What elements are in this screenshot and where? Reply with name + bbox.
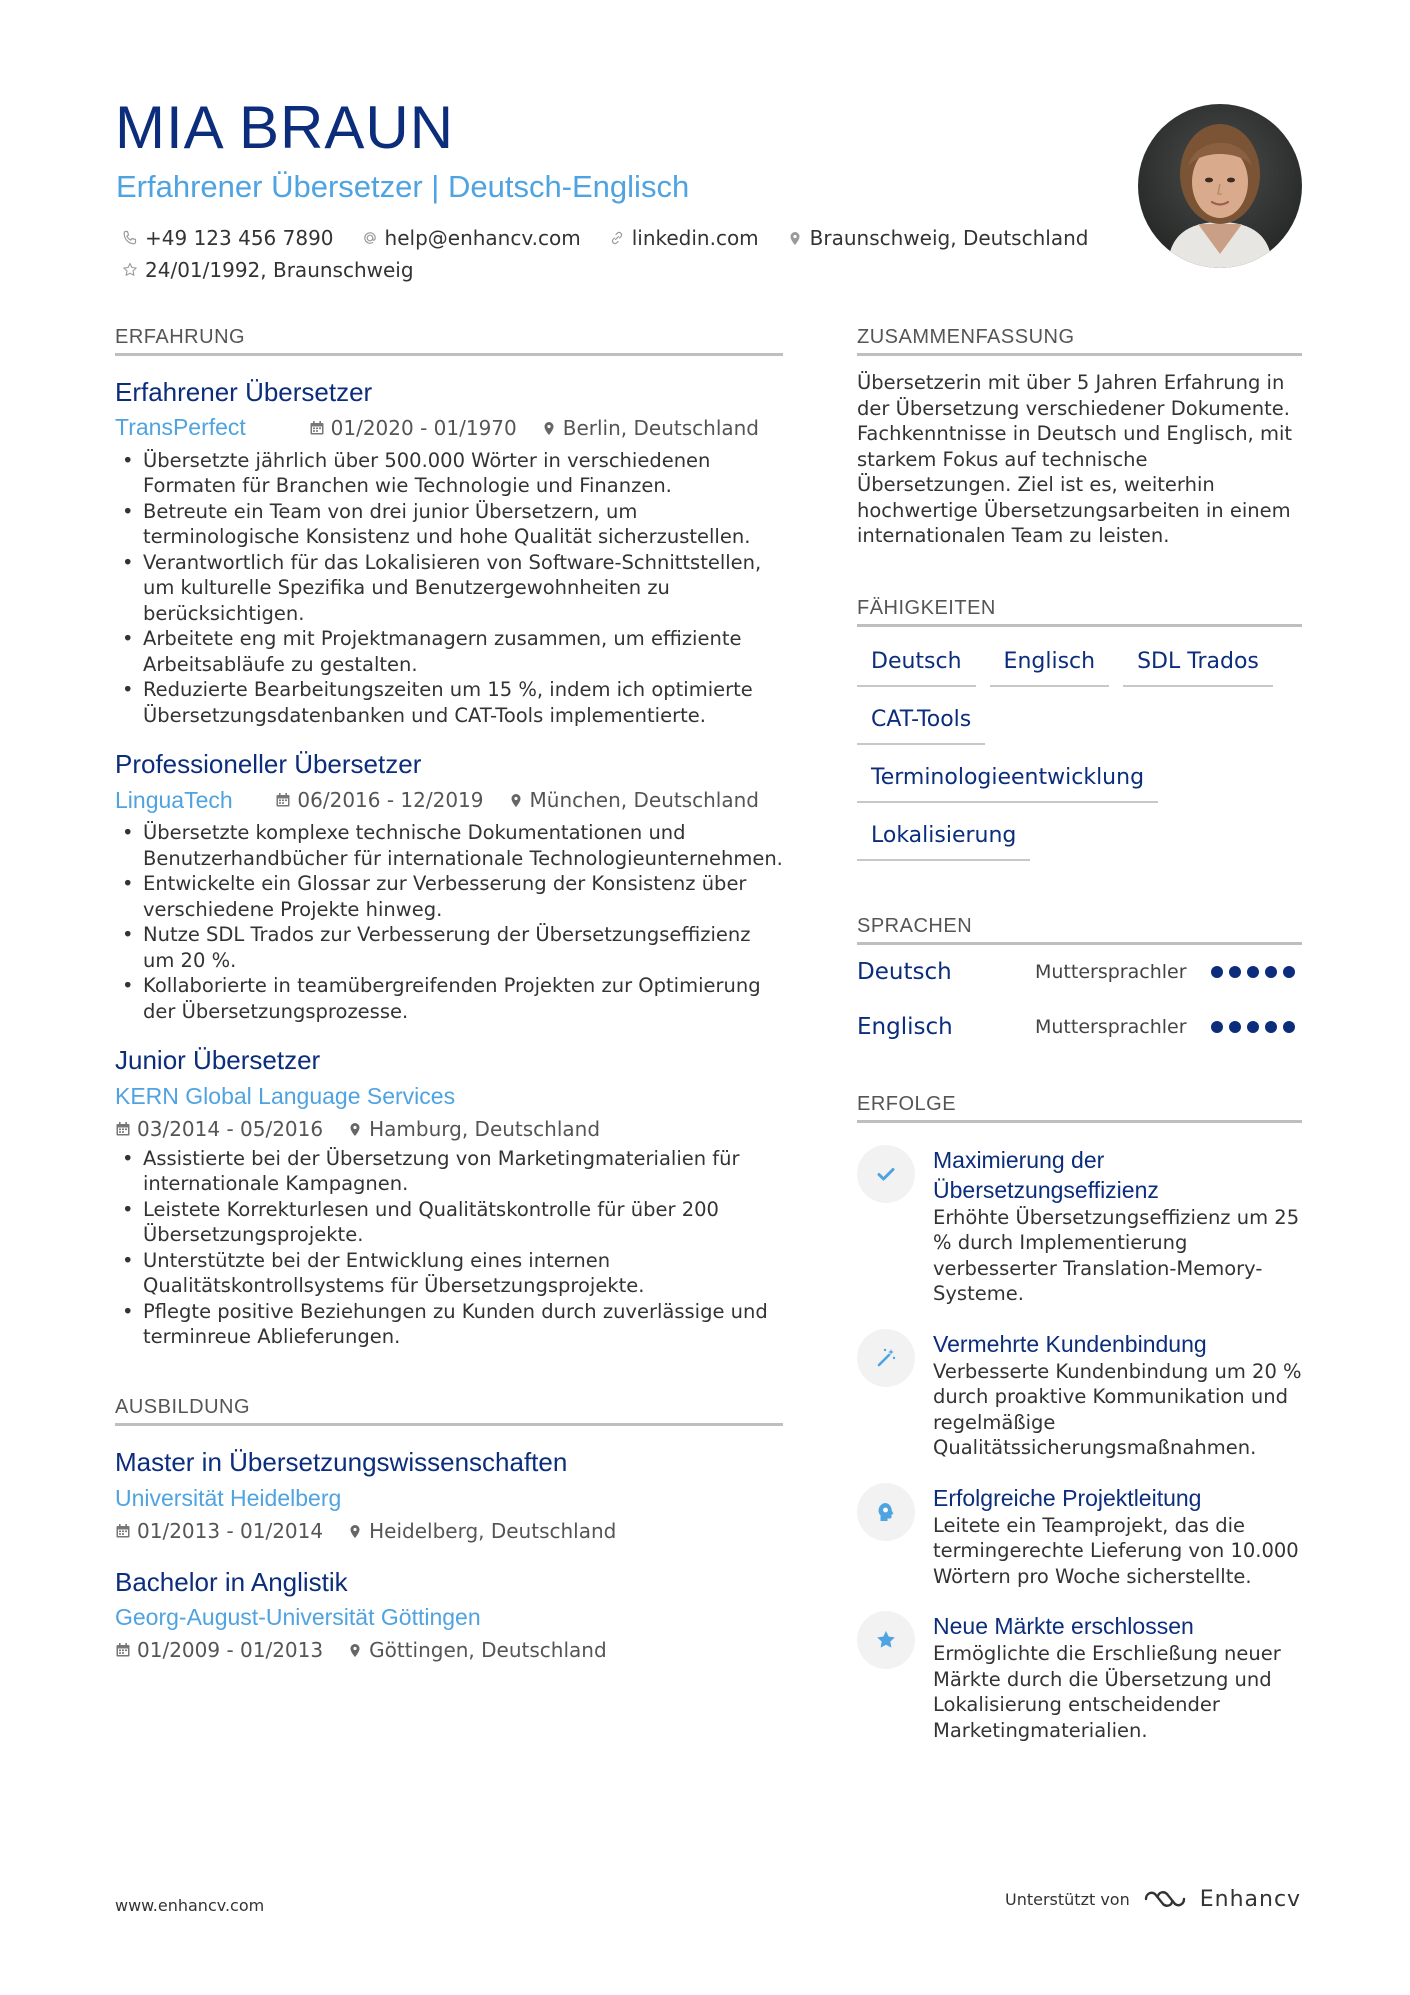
degree-title: Master in Übersetzungswissenschaften (115, 1446, 568, 1477)
job-dates (115, 1117, 323, 1141)
contact-phone (122, 226, 334, 250)
achievement-item (857, 1329, 1302, 1461)
achievement-title: Erfolgreiche Projektleitung (933, 1484, 1202, 1511)
bullet: • Arbeitete eng mit Projektmanagern zusammen, um effiziente Arbeitsabläufe zu gestalten. (115, 626, 783, 677)
language-name: Englisch (857, 1014, 953, 1040)
job-entry (115, 748, 783, 1024)
rating-dot (1283, 1021, 1295, 1033)
footer-branding (1005, 1886, 1301, 1912)
rating-dot (1265, 1021, 1277, 1033)
star-outline-icon (122, 262, 138, 278)
calendar-icon (115, 1642, 131, 1658)
job-company: KERN Global Language Services (115, 1082, 456, 1109)
job-bullets (115, 820, 783, 1024)
bullet: • Entwickelte ein Glossar zur Verbesserung der Konsistenz über verschiedene Projekte hinweg. (115, 871, 783, 922)
language-rating (1211, 966, 1295, 978)
job-title: Erfahrener Übersetzer (115, 377, 373, 407)
achievement-item (857, 1483, 1302, 1590)
bullet: • Übersetzte komplexe technische Dokumentationen und Benutzerhandbücher für internationale Technologieunternehmen. (115, 820, 783, 871)
education-dates-text: 01/2013 - 01/2014 (137, 1518, 324, 1543)
bullet: • Pflegte positive Beziehungen zu Kunden durch zuverlässige und terminreue Ablieferungen. (115, 1299, 783, 1350)
rating-dot (1265, 966, 1277, 978)
achievement-icon (857, 1611, 915, 1669)
skill-tag: Lokalisierung (857, 817, 1030, 861)
language-level: Muttersprachler (1035, 961, 1187, 983)
job-dates-text: 03/2014 - 05/2016 (137, 1116, 324, 1141)
candidate-headline: Erfahrener Übersetzer | Deutsch-Englisch (116, 169, 690, 204)
contact-location (787, 226, 1089, 250)
linkedin-text: linkedin.com (631, 226, 759, 250)
job-dates (275, 788, 483, 812)
job-location-text: Berlin, Deutschland (562, 415, 759, 440)
education-location (347, 1638, 607, 1662)
achievement-title: Maximierung der Übersetzungseffizienz (933, 1146, 1159, 1203)
section-title-skills: FÄHIGKEITEN (857, 597, 1302, 627)
rating-dot (1211, 1021, 1223, 1033)
skill-tag: SDL Trados (1123, 643, 1273, 687)
achievement-icon (857, 1329, 915, 1387)
enhancv-logo-icon (1142, 1886, 1188, 1912)
education-entry (115, 1566, 783, 1666)
section-title-education: AUSBILDUNG (115, 1396, 783, 1426)
powered-by-label: Unterstützt von (1005, 1889, 1130, 1909)
language-rating (1211, 1021, 1295, 1033)
job-company: TransPerfect (115, 414, 246, 441)
head-idea-icon (875, 1501, 897, 1523)
calendar-icon (275, 792, 291, 808)
achievements-list (857, 1145, 1302, 1744)
education-dates-text: 01/2009 - 01/2013 (137, 1638, 324, 1663)
bullet: • Assistierte bei der Übersetzung von Marketingmaterialien für internationale Kampagnen. (115, 1146, 783, 1197)
rating-dot (1229, 966, 1241, 978)
rating-dot (1247, 1021, 1259, 1033)
job-bullets (115, 1146, 783, 1350)
achievement-item (857, 1145, 1302, 1307)
rating-dot (1283, 966, 1295, 978)
language-row (857, 1000, 1302, 1055)
achievement-description: Erhöhte Übersetzungseffizienz um 25 % durch Implementierung verbesserter Translation-Memory-Systeme. (933, 1205, 1300, 1305)
candidate-name: MIA BRAUN (115, 94, 455, 161)
rating-dot (1247, 966, 1259, 978)
bullet: • Übersetzte jährlich über 500.000 Wörter in verschiedenen Formaten für Branchen wie Technologie und Finanzen. (115, 448, 783, 499)
job-location-text: Hamburg, Deutschland (369, 1116, 601, 1141)
birth-text: 24/01/1992, Braunschweig (145, 258, 414, 282)
achievement-description: Leitete ein Teamprojekt, das die termingerechte Lieferung von 10.000 Wörtern pro Woche sicherstellte. (933, 1513, 1299, 1588)
section-title-languages: SPRACHEN (857, 915, 1302, 945)
school-name: Universität Heidelberg (115, 1484, 342, 1511)
phone-text: +49 123 456 7890 (145, 226, 334, 250)
location-pin-icon (347, 1642, 363, 1658)
skill-tag: Terminologieentwicklung (857, 759, 1158, 803)
education-meta (115, 1635, 783, 1665)
achievement-item (857, 1611, 1302, 1743)
education-meta (115, 1516, 783, 1546)
language-name: Deutsch (857, 959, 952, 985)
calendar-icon (115, 1121, 131, 1137)
bullet: • Leistete Korrekturlesen und Qualitätskontrolle für über 200 Übersetzungsprojekte. (115, 1197, 783, 1248)
location-pin-icon (541, 420, 557, 436)
bullet: • Kollaborierte in teamübergreifenden Projekten zur Optimierung der Übersetzungsprozesse. (115, 973, 783, 1024)
job-dates-text: 06/2016 - 12/2019 (297, 788, 484, 813)
check-icon (875, 1163, 897, 1185)
link-icon (609, 230, 625, 246)
achievement-description: Ermöglichte die Erschließung neuer Märkte durch die Übersetzung und Lokalisierung entscheidender Marketingmaterialien. (933, 1642, 1281, 1742)
education-entry (115, 1446, 783, 1546)
bullet: • Unterstützte bei der Entwicklung eines internen Qualitätskontrollsystems für Übersetzungsprojekte. (115, 1248, 783, 1299)
section-title-achievements: ERFOLGE (857, 1093, 1302, 1123)
avatar (1138, 104, 1302, 268)
skills-list (857, 643, 1302, 861)
summary-text: Übersetzerin mit über 5 Jahren Erfahrung in der Übersetzung verschiedener Dokumente. Fachkenntnisse in Deutsch und Englisch, mit starkem Fokus auf technische Übersetzungen. Ziel ist es, weiterhin hochwertige Übersetzungsarbeiten in einem internationalen Team zu leisten. (857, 371, 1293, 547)
contact-info (122, 222, 1089, 286)
school-name: Georg-August-Universität Göttingen (115, 1604, 481, 1631)
brand-name: Enhancv (1199, 1886, 1302, 1912)
degree-title: Bachelor in Anglistik (115, 1566, 348, 1597)
job-title: Professioneller Übersetzer (115, 749, 422, 780)
calendar-icon (309, 420, 325, 436)
location-text: Braunschweig, Deutschland (809, 226, 1089, 250)
experience-list (115, 376, 783, 1350)
education-location-text: Heidelberg, Deutschland (369, 1518, 617, 1543)
job-entry (115, 376, 783, 728)
bullet: • Nutze SDL Trados zur Verbesserung der Übersetzungseffizienz um 20 %. (115, 922, 783, 973)
job-meta (115, 782, 783, 818)
job-dates (309, 416, 517, 440)
job-title: Junior Übersetzer (115, 1045, 321, 1076)
languages-list (857, 945, 1302, 1055)
contact-birth (122, 258, 414, 282)
bullet: • Betreute ein Team von drei junior Übersetzern, um terminologische Konsistenz und hohe Qualität sicherzustellen. (115, 499, 783, 550)
footer-website[interactable]: www.enhancv.com (115, 1896, 265, 1915)
location-pin-icon (787, 230, 803, 246)
skill-tag: CAT-Tools (857, 701, 985, 745)
achievement-title: Neue Märkte erschlossen (933, 1613, 1194, 1639)
job-location (508, 788, 759, 812)
education-dates (115, 1519, 323, 1543)
job-entry (115, 1044, 783, 1350)
job-company: LinguaTech (115, 786, 233, 813)
achievement-description: Verbesserte Kundenbindung um 20 % durch proaktive Kommunikation und regelmäßige Qualitätssicherungsmaßnahmen. (933, 1359, 1302, 1459)
left-column (115, 326, 783, 1665)
job-meta (115, 410, 783, 446)
section-title-experience: ERFAHRUNG (115, 326, 783, 356)
location-pin-icon (508, 792, 524, 808)
job-bullets (115, 448, 783, 729)
magic-wand-icon (875, 1347, 897, 1369)
contact-linkedin[interactable] (609, 226, 759, 250)
bullet: • Reduzierte Bearbeitungszeiten um 15 %, indem ich optimierte Übersetzungsdatenbanken und CAT-Tools implementierte. (115, 677, 783, 728)
achievement-title: Vermehrte Kundenbindung (933, 1330, 1207, 1357)
bullet: • Verantwortlich für das Lokalisieren von Software-Schnittstellen, um kulturelle Spezifika und Benutzergewohnheiten zu berücksichtigen. (115, 550, 783, 627)
location-pin-icon (347, 1523, 363, 1539)
email-text: help@enhancv.com (384, 226, 581, 250)
education-location-text: Göttingen, Deutschland (369, 1638, 607, 1663)
job-meta (115, 1114, 783, 1144)
profile-photo (1138, 104, 1302, 268)
calendar-icon (115, 1523, 131, 1539)
language-row (857, 945, 1302, 1000)
job-location (541, 416, 759, 440)
language-level: Muttersprachler (1035, 1016, 1187, 1038)
job-dates-text: 01/2020 - 01/1970 (330, 415, 517, 440)
achievement-icon (857, 1483, 915, 1541)
job-location (347, 1117, 600, 1141)
rating-dot (1229, 1021, 1241, 1033)
rating-dot (1211, 966, 1223, 978)
section-title-summary: ZUSAMMENFASSUNG (857, 326, 1302, 356)
location-pin-icon (347, 1121, 363, 1137)
phone-icon (122, 230, 138, 246)
contact-email[interactable] (362, 226, 581, 250)
achievement-icon (857, 1145, 915, 1203)
skill-tag: Englisch (990, 643, 1110, 687)
at-icon (362, 230, 378, 246)
right-column (857, 326, 1302, 1743)
job-location-text: München, Deutschland (529, 788, 759, 813)
skill-tag: Deutsch (857, 643, 976, 687)
education-dates (115, 1638, 323, 1662)
education-location (347, 1519, 616, 1543)
star-icon (875, 1629, 897, 1651)
